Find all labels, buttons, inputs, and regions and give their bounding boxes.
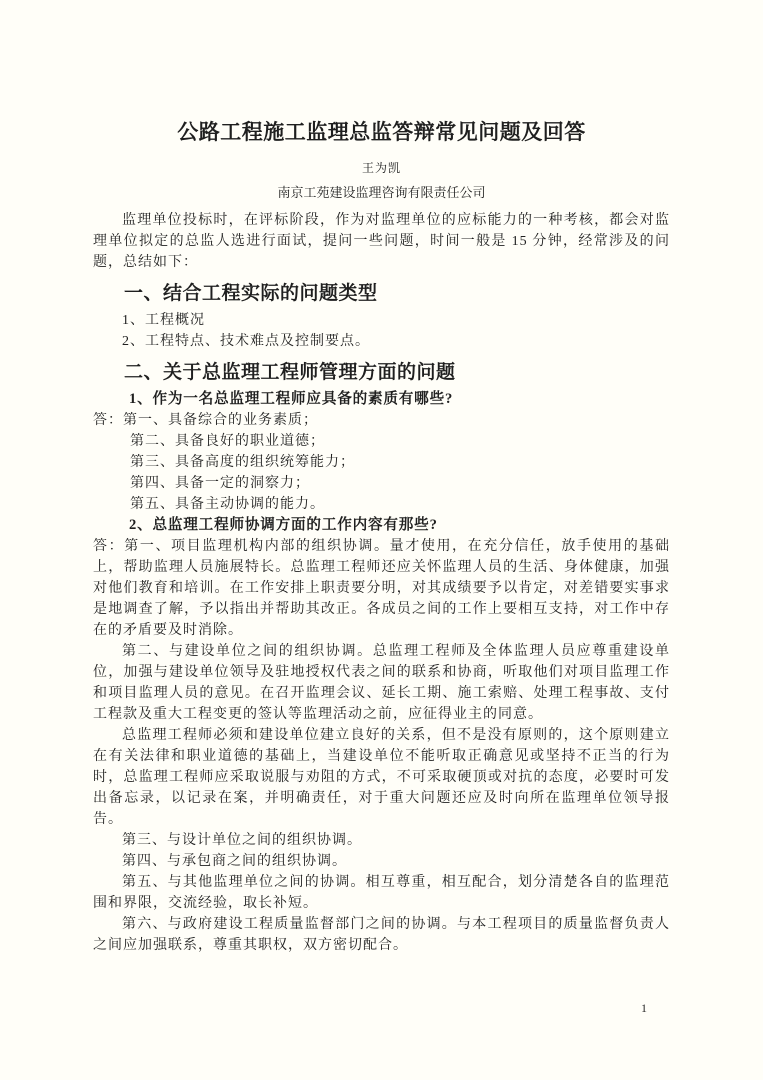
section-1-heading: 一、结合工程实际的问题类型 <box>124 283 378 304</box>
organization-name: 南京工苑建设监理咨询有限责任公司 <box>277 185 486 200</box>
question-2-paragraph-2: 第二、与建设单位之间的组织协调。总监理工程师及全体监理人员应尊重建设单位，加强与建设单位领导及驻地授权代表之间的联系和协商，听取他们对项目监理工作和项目监理人员的意见。在召开监理会议、延长工期、施工索赔、处理工程事故、支付工程款及重大工程变更的签认等监理活动之前，应征得业主的同意。 <box>93 644 670 722</box>
question-2-paragraph-6: 第五、与其他监理单位之间的协调。相互尊重，相互配合，划分清楚各自的监理范围和界限，交流经验，取长补短。 <box>93 875 670 911</box>
answer-label: 答： <box>93 413 123 428</box>
question-2-paragraph-3: 总监理工程师必须和建设单位建立良好的关系，但不是没有原则的，这个原则建立在有关法律和职业道德的基础上，当建设单位不能听取正确意见或坚持不正当的行为时，总监理工程师应采取说服与劝阻的方式，不可采取硬顶或对抗的态度，必要时可发出备忘录，以记录在案，并明确责任，对于重大问题还应及时向所在监理单位领导报告。 <box>93 728 670 827</box>
intro-paragraph: 监理单位投标时，在评标阶段，作为对监理单位的应标能力的一种考核，都会对监理单位拟定的总监人选进行面试，提问一些问题，时间一般是 15 分钟，经常涉及的问题，总结如下： <box>93 213 670 270</box>
question-1-answer-line-2: 第二、具备良好的职业道德； <box>130 434 325 449</box>
question-1-answer-line-1 <box>93 410 670 431</box>
section-1-item-1: 1、工程概况 <box>122 313 205 328</box>
question-1-answer-line-4: 第四、具备一定的洞察力； <box>130 476 310 491</box>
question-1-answer-line-5: 第五、具备主动协调的能力。 <box>130 497 325 512</box>
section-2-heading: 二、关于总监理工程师管理方面的问题 <box>124 362 456 383</box>
question-2-paragraph-4: 第三、与设计单位之间的组织协调。 <box>122 833 362 848</box>
question-2-paragraph-5: 第四、与承包商之间的组织协调。 <box>122 854 347 869</box>
question-2-heading: 2、总监理工程师协调方面的工作内容有那些? <box>129 517 438 533</box>
answer-text: 第一、具备综合的业务素质； <box>123 413 318 428</box>
question-2-paragraph-7: 第六、与政府建设工程质量监督部门之间的协调。与本工程项目的质量监督负责人之间应加强联系，尊重其职权，双方密切配合。 <box>93 917 670 953</box>
author-name: 王为凯 <box>361 161 401 175</box>
section-1-item-2: 2、工程特点、技术难点及控制要点。 <box>122 334 370 349</box>
question-1-heading: 1、作为一名总监理工程师应具备的素质有哪些? <box>129 391 454 407</box>
page-number: 1 <box>641 1001 647 1015</box>
document-title: 公路工程施工监理总监答辩常见问题及回答 <box>177 120 586 144</box>
question-1-answer-line-3: 第三、具备高度的组织统筹能力； <box>130 455 355 470</box>
question-2-paragraph-1: 答：第一、项目监理机构内部的组织协调。量才使用，在充分信任，放手使用的基础上，帮助监理人员施展特长。总监理工程师还应关怀监理人员的生活、身体健康，加强对他们教育和培训。在工作安排上职责要分明，对其成绩要予以肯定，对差错要实事求是地调查了解，予以指出并帮助其改正。各成员之间的工作上要相互支持，对工作中存在的矛盾要及时消除。 <box>93 539 670 638</box>
